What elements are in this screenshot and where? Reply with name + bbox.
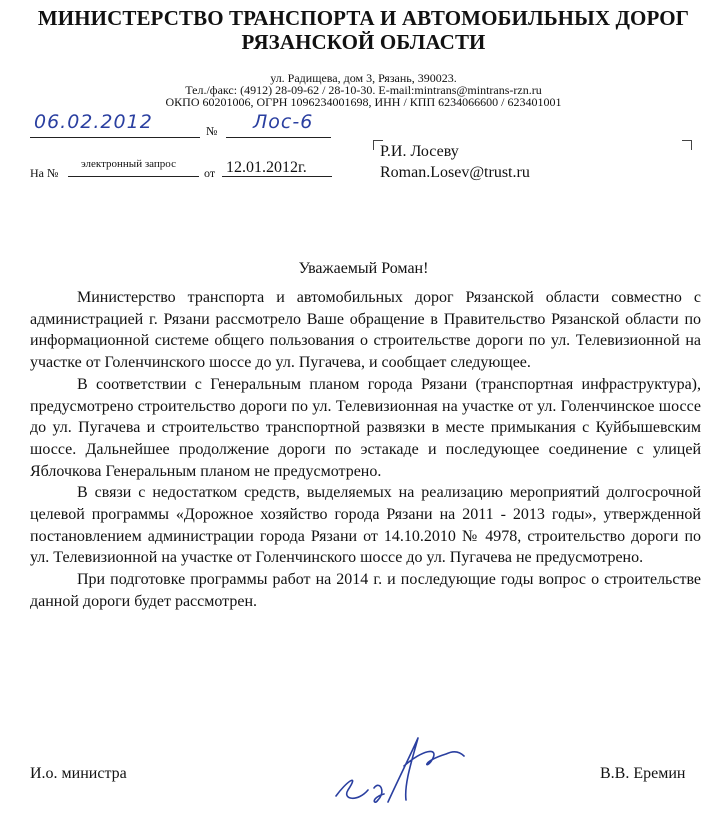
paragraph: В связи с недостатком средств, выделяемых на реализацию мероприятий долгосрочной целевой программы «Дорожное хозяйство города Рязани на 2011 - 2013 годы», утвержденной постановлением администрации города Рязани от 14.10.2010 № 4978, строительство дороги по ул. Телевизионной на участке от Голенчинского шоссе до ул. Пугачева не предусмотрено. [30,484,701,567]
in-reply-label: На № [30,166,59,180]
handwritten-signature [322,730,472,812]
request-underline [68,176,199,177]
signatory-name: В.В. Еремин [600,765,686,782]
number-sign: № [206,124,218,138]
paragraph: Министерство транспорта и автомобильных дорог Рязанской области совместно с администрацией г. Рязани рассмотрело Ваше обращение в Правительство Рязанской области по информационной системе общего пользования о строительстве дороги по ул. Телевизионной на участке от Голенчинского шоссе до ул. Пугачева, и сообщает следующее. [30,289,701,372]
request-date-underline [222,176,332,177]
greeting: Уважаемый Роман! [298,260,429,277]
contacts-line: Тел./факс: (4912) 28-09-62 / 28-10-30. E-mail:mintrans@mintrans-rzn.ru [185,83,542,97]
registry-codes-line: ОКПО 60201006, ОГРН 1096234001698, ИНН / КПП 6234066600 / 623401001 [165,95,562,109]
request-date: 12.01.2012г. [226,159,307,176]
ministry-title-line1: МИНИСТЕРСТВО ТРАНСПОРТА И АВТОМОБИЛЬНЫХ ДОРОГ [37,6,690,30]
number-underline [226,137,331,138]
ministry-title-line2: РЯЗАНСКОЙ ОБЛАСТИ [241,30,486,54]
recipient-name: Р.И. Лосеву [380,143,459,160]
paragraph: В соответствии с Генеральным планом города Рязани (транспортная инфраструктура), предусмотрено строительство дороги по ул. Телевизионная на участке от ул. Голенчинское шоссе до ул. Пугачева и строительство транспортной развязки в месте примыкания с Куйбышевским шоссе. Дальнейшее продолжение дороги по эстакаде и последующее соединение с улицей Яблочкова Генеральным планом не предусмотрено. [30,375,701,480]
address-block-corner-right [682,140,692,150]
outgoing-date-handwritten: 06.02.2012 [34,111,153,133]
recipient-email: Roman.Losev@trust.ru [380,164,530,181]
date-underline [30,137,200,138]
from-label: от [204,166,216,180]
paragraph: При подготовке программы работ на 2014 г. и последующие годы вопрос о строительстве данной дороги будет рассмотрен. [30,571,701,610]
address-line: ул. Радищева, дом 3, Рязань, 390023. [270,71,457,85]
letter-body [30,287,701,613]
outgoing-number-handwritten: Лос-6 [253,111,314,133]
signatory-position: И.о. министра [30,765,127,782]
request-type-label: электронный запрос [81,158,176,170]
